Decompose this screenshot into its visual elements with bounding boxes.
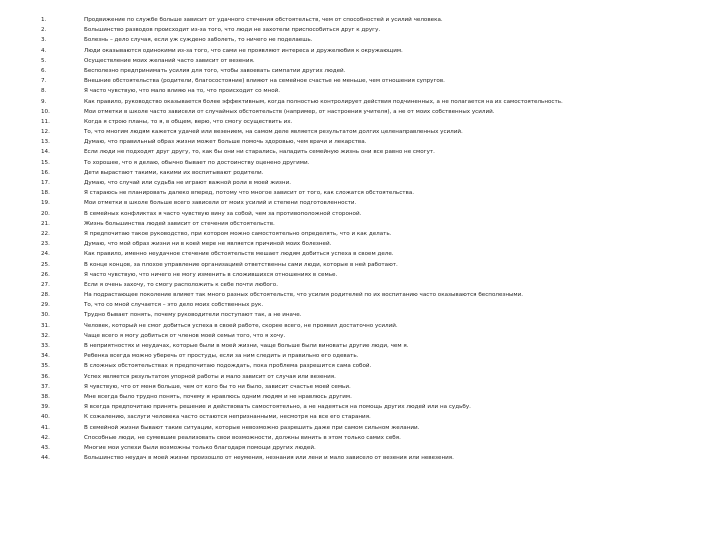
- item-number: 4.: [41, 47, 47, 54]
- item-number: 28.: [41, 292, 50, 299]
- item-text: Я стараюсь не планировать далеко вперед, потому что многое зависит от того, как сложатся обстоятельства.: [84, 190, 415, 197]
- list-item: [0, 310, 720, 320]
- item-text: Осуществление моих желаний часто зависит от везения.: [84, 57, 255, 64]
- item-text: То, что многим людям кажется удачей или везением, на самом деле является результатом долгих целенаправленных усилий.: [84, 129, 463, 136]
- item-text: Мне всегда было трудно понять, почему я нравлюсь одним людям и не нравлюсь другим.: [84, 393, 352, 400]
- item-text: Если люди не подходят друг другу, то, как бы они ни старались, наладить семейную жизнь они все равно не смогут.: [84, 149, 435, 156]
- item-number: 38.: [41, 393, 50, 400]
- list-item: [0, 249, 720, 259]
- item-text: Дети вырастают такими, какими их воспитывают родители.: [84, 169, 264, 176]
- list-item: [0, 25, 720, 35]
- item-number: 6.: [41, 67, 47, 74]
- list-item: [0, 107, 720, 117]
- item-text: Я часто чувствую, что мало влияю на то, что происходит со мной.: [84, 88, 281, 95]
- item-number: 21.: [41, 220, 50, 227]
- list-item: [0, 260, 720, 270]
- item-text: Жизнь большинства людей зависит от стечения обстоятельств.: [84, 220, 275, 227]
- list-item: [0, 56, 720, 66]
- item-text: Как правило, руководство оказывается более эффективным, когда полностью контролирует действия подчиненных, а не полагается на их самостоятельность.: [84, 98, 563, 105]
- item-number: 17.: [41, 180, 50, 186]
- item-number: 29.: [41, 302, 50, 309]
- item-text: Думаю, что правильный образ жизни может больше помочь здоровью, чем врачи и лекарства.: [84, 139, 367, 146]
- item-text: Трудно бывает понять, почему руководители поступают так, а не иначе.: [84, 312, 302, 319]
- item-number: 7.: [41, 78, 47, 85]
- item-number: 9.: [41, 98, 47, 105]
- item-number: 10.: [41, 108, 50, 115]
- list-item: [0, 229, 720, 239]
- item-text: Если я очень захочу, то смогу расположить к себе почти любого.: [84, 281, 278, 288]
- item-text: Ребенка всегда можно уберечь от простуды, если за ним следить и правильно его одевать.: [84, 353, 359, 360]
- list-item: [0, 412, 720, 422]
- list-item: [0, 453, 720, 463]
- list-item: [0, 280, 720, 290]
- item-text: На подрастающее поколение влияет так много разных обстоятельств, что усилия родителей по их воспитанию часто оказываются бесполезными.: [84, 292, 524, 299]
- item-number: 34.: [41, 353, 50, 360]
- list-item: [0, 270, 720, 280]
- list-item: [0, 331, 720, 341]
- item-text: В неприятностях и неудачах, которые были в моей жизни, чаще больше были виноваты другие люди, чем я.: [84, 343, 409, 349]
- item-number: 41.: [41, 424, 50, 431]
- item-text: Когда я строю планы, то я, в общем, верю, что смогу осуществить их.: [84, 118, 293, 125]
- item-number: 19.: [41, 200, 50, 207]
- item-number: 13.: [41, 139, 50, 146]
- item-number: 14.: [41, 149, 50, 156]
- item-number: 1.: [41, 17, 47, 23]
- item-text: В сложных обстоятельствах я предпочитаю подождать, пока проблема разрешится сама собой.: [84, 363, 372, 370]
- item-number: 12.: [41, 129, 50, 136]
- list-item: [0, 117, 720, 127]
- item-text: Бесполезно предпринимать усилия для того, чтобы завоевать симпатии других людей.: [84, 67, 346, 74]
- list-item: [0, 76, 720, 86]
- list-item: [0, 392, 720, 402]
- list-item: [0, 35, 720, 45]
- list-item: [0, 372, 720, 382]
- item-number: 23.: [41, 241, 50, 248]
- item-number: 32.: [41, 332, 50, 339]
- item-number: 36.: [41, 373, 50, 380]
- item-text: Мои отметки в школе часто зависели от случайных обстоятельств (например, от настроения учителя), а не от моих собственных усилий.: [84, 108, 495, 115]
- item-text: Успех является результатом упорной работы и мало зависит от случая или везения.: [84, 373, 336, 380]
- list-item: [0, 361, 720, 371]
- item-text: Человек, который не смог добиться успеха в своей работе, скорее всего, не проявил достаточно усилий.: [84, 322, 398, 329]
- item-text: Многие мои успехи были возможны только благодаря помощи других людей.: [84, 444, 316, 451]
- list-item: [0, 321, 720, 331]
- list-item: [0, 15, 720, 25]
- list-item: [0, 97, 720, 107]
- item-text: Думаю, что случай или судьба не играют важной роли в моей жизни.: [84, 180, 291, 186]
- item-text: Большинство неудач в моей жизни произошло от неумения, незнания или лени и мало зависело от везения или невезения.: [84, 455, 454, 462]
- item-text: Способные люди, не сумевшие реализовать свои возможности, должны винить в этом только самих себя.: [84, 434, 401, 441]
- item-number: 37.: [41, 383, 50, 390]
- list-item: [0, 137, 720, 147]
- item-text: Я всегда предпочитаю принять решение и действовать самостоятельно, а не надеяться на помощь других людей или на судьбу.: [84, 404, 471, 411]
- list-item: [0, 351, 720, 361]
- list-item: [0, 198, 720, 208]
- item-number: 20.: [41, 210, 50, 217]
- list-item: [0, 219, 720, 229]
- list-item: [0, 443, 720, 453]
- list-item: [0, 209, 720, 219]
- item-number: 43.: [41, 444, 50, 451]
- item-text: В семейных конфликтах я часто чувствую вину за собой, чем за противоположной стороной.: [84, 210, 362, 217]
- item-text: То, что со мной случается – это дело моих собственных рук.: [84, 302, 264, 309]
- numbered-statement-list: [0, 15, 720, 463]
- item-number: 35.: [41, 363, 50, 370]
- item-text: Мои отметки в школе больше всего зависели от моих усилий и степени подготовленности.: [84, 200, 357, 207]
- item-text: В семейной жизни бывают такие ситуации, которые невозможно разрешить даже при самом сильном желании.: [84, 424, 420, 431]
- item-text: Внешние обстоятельства (родители, благосостояние) влияют на семейное счастье не меньше, чем отношения супругов.: [84, 78, 445, 85]
- list-item: [0, 188, 720, 198]
- item-number: 2.: [41, 27, 47, 34]
- list-item: [0, 86, 720, 96]
- item-text: Чаще всего я могу добиться от членов моей семьи того, что я хочу.: [84, 332, 286, 339]
- list-item: [0, 66, 720, 76]
- item-number: 18.: [41, 190, 50, 197]
- list-item: [0, 382, 720, 392]
- item-text: Продвижение по службе больше зависит от удачного стечения обстоятельств, чем от способностей и усилий человека.: [84, 17, 443, 23]
- item-text: Большинство разводов происходит из-за того, что люди не захотели приспособиться друг к другу.: [84, 27, 381, 34]
- list-item: [0, 127, 720, 137]
- item-text: Я часто чувствую, что ничего не могу изменить в сложившихся отношениях в семье.: [84, 271, 338, 278]
- list-item: [0, 423, 720, 433]
- item-number: 16.: [41, 169, 50, 176]
- list-item: [0, 46, 720, 56]
- list-item: [0, 158, 720, 168]
- list-item: [0, 290, 720, 300]
- item-number: 11.: [41, 118, 50, 125]
- item-number: 3.: [41, 37, 47, 44]
- item-number: 31.: [41, 322, 50, 329]
- list-item: [0, 239, 720, 249]
- item-number: 26.: [41, 271, 50, 278]
- list-item: [0, 433, 720, 443]
- item-number: 40.: [41, 414, 50, 421]
- item-number: 22.: [41, 230, 50, 237]
- list-item: [0, 341, 720, 351]
- item-text: Думаю, что мой образ жизни ни в коей мере не является причиной моих болезней.: [84, 241, 332, 248]
- list-item: [0, 178, 720, 188]
- item-number: 15.: [41, 159, 50, 166]
- item-number: 33.: [41, 343, 50, 349]
- list-item: [0, 147, 720, 157]
- item-text: Я предпочитаю такое руководство, при котором можно самостоятельно определять, что и как делать.: [84, 230, 392, 237]
- list-item: [0, 402, 720, 412]
- item-number: 30.: [41, 312, 50, 319]
- item-text: То хорошее, что я делаю, обычно бывает по достоинству оценено другими.: [84, 159, 310, 166]
- item-text: Болезнь – дело случая, если уж суждено заболеть, то ничего не поделаешь.: [84, 37, 313, 44]
- item-text: Люди оказываются одинокими из-за того, что сами не проявляют интереса и дружелюбия к окружающим.: [84, 47, 403, 54]
- item-number: 5.: [41, 57, 47, 64]
- list-item: [0, 168, 720, 178]
- item-number: 25.: [41, 261, 50, 268]
- item-text: Я чувствую, что от меня больше, чем от кого бы то ни было, зависит счастье моей семьи.: [84, 383, 351, 390]
- item-number: 42.: [41, 434, 50, 441]
- item-number: 39.: [41, 404, 50, 411]
- list-item: [0, 300, 720, 310]
- item-number: 44.: [41, 455, 50, 462]
- item-number: 24.: [41, 251, 50, 258]
- item-text: В конце концов, за плохое управление организацией ответственны сами люди, которые в ней работают.: [84, 261, 398, 268]
- item-number: 27.: [41, 281, 50, 288]
- item-text: К сожалению, заслуги человека часто остаются непризнанными, несмотря на все его старания.: [84, 414, 371, 421]
- item-text: Как правило, именно неудачное стечение обстоятельств мешает людям добиться успеха в своем деле.: [84, 251, 394, 258]
- item-number: 8.: [41, 88, 47, 95]
